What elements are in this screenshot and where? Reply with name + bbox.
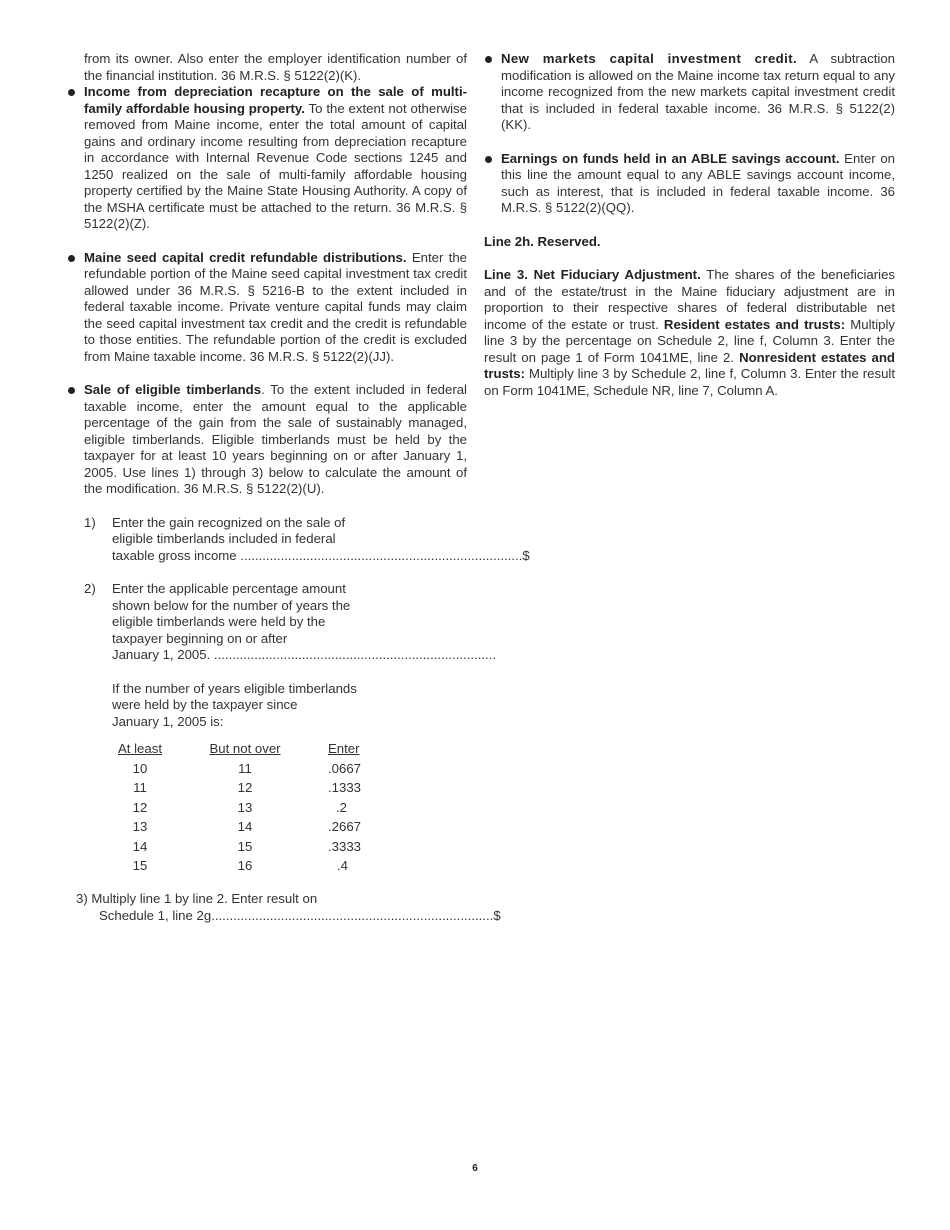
line-3-text: Multiply line 3 by the percentage on Schedule 2, line f, Column 3. Enter the result on page 1 of Form 1041ME, line 2. bbox=[484, 316, 895, 365]
step-line: January 1, 2005. bbox=[112, 647, 211, 662]
leader-dots: ............................................................................. bbox=[210, 647, 497, 662]
step-leader-line bbox=[112, 647, 497, 664]
table-cell: 15 bbox=[132, 858, 148, 873]
table-cell: 13 bbox=[237, 799, 253, 815]
line-3-paragraph bbox=[484, 267, 895, 399]
column-header: At least bbox=[118, 740, 162, 756]
step-line: Schedule 1, line 2g bbox=[99, 907, 212, 923]
table-cell: 10 bbox=[132, 760, 148, 776]
table-row bbox=[112, 818, 398, 838]
table-row bbox=[112, 759, 398, 779]
step-number: 1) bbox=[84, 514, 96, 530]
nonresident-label: Nonresident estates and trusts: bbox=[484, 349, 895, 381]
table-cell: 12 bbox=[237, 780, 253, 795]
years-condition bbox=[67, 681, 467, 731]
dollar-sign: $ bbox=[522, 547, 530, 563]
table-cell: 11 bbox=[133, 780, 147, 795]
column-header: Enter bbox=[328, 740, 360, 756]
line-3-title: Line 3. Net Fiduciary Adjustment. bbox=[484, 267, 701, 282]
condition-line: were held by the taxpayer since bbox=[112, 697, 298, 712]
step-leader-line bbox=[112, 547, 530, 565]
table-cell: 14 bbox=[237, 819, 253, 834]
leader-dots: ............................................................................. bbox=[211, 907, 494, 923]
left-column bbox=[67, 51, 530, 924]
table-cell: .0667 bbox=[328, 760, 362, 776]
table-cell: 12 bbox=[132, 799, 148, 815]
bullet-text: Enter the refundable portion of the Maine seed capital investment tax credit allowed under 36 M.R.S. § 5216-B to the extent included in federal taxable income. Private venture capital funds may claim the seed capital investment tax credit and the credit is refundable to those entities. The refundable portion of the credit is excluded from Maine taxable income. 36 M.R.S. § 5122(2)(JJ). bbox=[84, 249, 467, 364]
continued-paragraph: from its owner. Also enter the employer identification number of the financial institution. 36 M.R.S. § 5122(2)(K). bbox=[84, 51, 467, 83]
bullet-able-account bbox=[484, 151, 895, 217]
bullet-timberlands bbox=[67, 382, 467, 498]
page-number: 6 bbox=[472, 1163, 478, 1174]
step-3 bbox=[67, 891, 501, 924]
bullet-title: Maine seed capital credit refundable distributions. bbox=[84, 249, 407, 265]
bullet-depreciation-recapture bbox=[67, 84, 467, 233]
line-2h-heading bbox=[484, 234, 895, 251]
table-cell: .4 bbox=[337, 858, 348, 873]
table-cell: 14 bbox=[132, 838, 148, 854]
table-cell: .2 bbox=[336, 799, 347, 815]
bullet-text: To the extent not otherwise removed from Maine income, enter the total amount of capital gains and ordinary income resulting from depreciation recapture in accordance with Internal Revenue Code sections 1245 and 1250 realized on the sale of multi-family affordable housing property certified by the Maine State Housing Authority. A copy of the MSHA certificate must be attached to the return. 36 M.R.S. § 5122(2)(Z). bbox=[84, 100, 467, 231]
bullet-title: New markets capital investment credit. bbox=[501, 51, 798, 66]
bullet-seed-capital bbox=[67, 250, 467, 366]
percentage-table bbox=[112, 739, 398, 876]
step-line: 3) Multiply line 1 by line 2. Enter result on bbox=[76, 891, 318, 906]
table-cell: .3333 bbox=[328, 838, 362, 854]
step-line: Enter the applicable percentage amount bbox=[112, 581, 346, 596]
bullet-title: Income from depreciation recapture on the sale of multi-family affordable housing property. bbox=[84, 84, 467, 116]
table-cell: .1333 bbox=[328, 780, 362, 795]
bullet-text: A subtraction modification is allowed on the Maine income tax return equal to any income recognized from the new markets capital investment credit that is included in federal taxable income. 36 M.R.S. § 5122(2)(KK). bbox=[501, 51, 895, 132]
step-1 bbox=[67, 514, 530, 565]
step-line: shown below for the number of years the bbox=[112, 597, 351, 613]
bullet-new-markets bbox=[484, 51, 895, 134]
step-line: taxpayer beginning on or after bbox=[112, 630, 288, 646]
table-cell: 11 bbox=[238, 760, 252, 776]
table-row bbox=[112, 837, 398, 857]
condition-line: If the number of years eligible timberlands bbox=[112, 680, 357, 696]
bullet-title: Earnings on funds held in an ABLE savings account. bbox=[501, 150, 840, 166]
table-row bbox=[112, 798, 398, 818]
line-2h-text: Line 2h. Reserved. bbox=[484, 233, 601, 249]
step-number: 2) bbox=[84, 581, 96, 596]
table-cell: .2667 bbox=[328, 819, 362, 834]
step-leader-line bbox=[76, 907, 501, 925]
column-header: But not over bbox=[209, 740, 281, 756]
table-row bbox=[112, 857, 398, 877]
bullet-text: Enter on this line the amount equal to any ABLE savings account income, such as interest, that is included in federal taxable income. 36 M.R.S. § 5122(2)(QQ). bbox=[501, 150, 895, 215]
right-column bbox=[484, 51, 895, 399]
step-line: eligible timberlands were held by the bbox=[112, 614, 326, 629]
bullet-text: . To the extent included in federal taxable income, enter the amount equal to the applicable percentage of the gain from the sale of sustainably managed, eligible timberlands. Eligible timberlands must be held by the taxpayer for at least 10 years beginning on or after January 1, 2005. Use lines 1) through 3) below to calculate the amount of the modification. 36 M.R.S. § 5122(2)(U). bbox=[84, 382, 467, 496]
step-line: taxable gross income bbox=[112, 547, 237, 563]
table-cell: 16 bbox=[237, 858, 253, 873]
bullet-title: Sale of eligible timberlands bbox=[84, 382, 262, 397]
table-cell: 13 bbox=[132, 819, 148, 834]
dollar-sign: $ bbox=[493, 907, 501, 923]
condition-line: January 1, 2005 is: bbox=[112, 713, 224, 729]
table-row bbox=[112, 779, 398, 799]
step-line: eligible timberlands included in federal bbox=[112, 531, 336, 546]
table-cell: 15 bbox=[237, 838, 253, 854]
resident-label: Resident estates and trusts: bbox=[663, 316, 846, 332]
line-3-text: The shares of the beneficiaries and of the estate/trust in the Maine fiduciary adjustment are in proportion to their respective shares of federal distributable net income of the estate or trust. bbox=[484, 267, 895, 332]
leader-dots: ............................................................................. bbox=[236, 547, 523, 563]
step-2 bbox=[67, 581, 497, 664]
step-line: Enter the gain recognized on the sale of bbox=[112, 514, 346, 530]
line-3-text: Multiply line 3 by Schedule 2, line f, Column 3. Enter the result on Form 1041ME, Schedule NR, line 7, Column A. bbox=[484, 366, 895, 398]
